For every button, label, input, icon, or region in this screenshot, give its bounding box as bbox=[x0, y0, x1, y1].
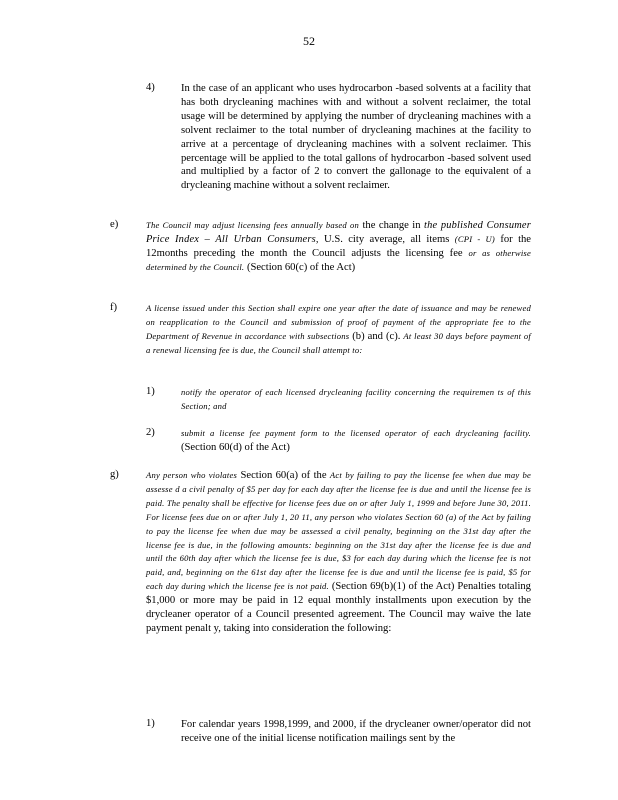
item-e-italic-3: the published Consumer Price Index – All Urban Consumers, bbox=[146, 220, 531, 245]
item-g-text-2: Section 60(a) of the bbox=[240, 470, 327, 481]
item-f-sub-2-italic: submit a license fee payment form to the licensed operator of each drycleaning facility. bbox=[181, 428, 531, 438]
item-e-text-6: for the 12months preceding the month the Council adjusts the licensing fee bbox=[146, 233, 532, 259]
item-g-text bbox=[146, 469, 531, 636]
item-g bbox=[146, 469, 531, 636]
item-f-sub-2-text: (Section 60(d) of the Act) bbox=[181, 441, 290, 453]
item-g-italic-4: by failing to pay the license fee when due may be assesse d a civil penalty of $5 per day for each day after the license fee is due and until the license fee is paid. The penalty shall be effective for license fees due on or after July 1, 1999 and before June 30, 2011. For license fees due on or after July 1, 20 11, any person who violates Section 60 (a) of the Act by failing to pay the license fee when due may be assessed a civil penalty, beginning on the 31st day after the license fee is due, in the following amounts: beginning on the 31st day after the license fee is due and until the 60th day after which the license fee is due, $3 for each day during which the license fee is not paid, and, beginning on the 61st day after the license fee is due and until the license fee is paid, $5 for each day during which the license fee is not paid. bbox=[146, 470, 532, 592]
item-4 bbox=[181, 82, 531, 193]
item-g-sub-1 bbox=[181, 718, 531, 746]
item-e-italic-7: or as otherwise determined by the Council. bbox=[146, 247, 531, 272]
item-f-italic-3: At least 30 days before payment of a renewal licensing fee is due, the Council shall attempt to: bbox=[146, 330, 531, 355]
item-e-text-8: (Section 60(c) of the Act) bbox=[246, 261, 356, 273]
item-f-sub-1-marker: 1) bbox=[146, 386, 155, 397]
item-e-italic-1: The Council may adjust licensing fees annually based on bbox=[146, 220, 360, 230]
item-e bbox=[146, 219, 531, 275]
item-f-sub-1 bbox=[181, 386, 531, 414]
item-f-marker: f) bbox=[110, 302, 118, 313]
item-4-text: In the case of an applicant who uses hydrocarbon -based solvents at a facility that has both drycleaning machines with and without a solvent reclaimer, the total usage will be determined by applying the number of drycleaning machines with a solvent reclaimer to the total number of drycleaning machines at the facility to arrive at a percentage of drycleaning machines with a solvent reclaimer. This percentage will be applied to the total gallons of hydrocarbon -based solvent used and multiplied by a factor of 2 to convert the gallonage to the equivalent of a drycleaning machine without a solvent reclaimer. bbox=[181, 83, 531, 192]
page-number: 52 bbox=[303, 34, 315, 48]
item-f bbox=[146, 302, 531, 358]
item-g-italic-3: Act bbox=[329, 470, 342, 480]
item-e-text-2: the change in bbox=[362, 220, 421, 231]
item-e-text bbox=[146, 219, 531, 275]
item-f-italic-1: A license issued under this Section shall expire one year after the date of issuance and may be renewed on reapplication to the Council and submission of proof of payment of the appropriate fee to the Department of Revenue in accordance with subsections bbox=[146, 303, 531, 341]
item-g-sub-1-marker: 1) bbox=[146, 718, 155, 729]
item-e-text-4: U.S. city average, all items bbox=[324, 233, 450, 245]
item-g-italic-1: Any person who violates bbox=[146, 470, 238, 480]
item-f-text-2: (b) and (c). bbox=[352, 330, 401, 342]
item-g-sub-1-text: For calendar years 1998,1999, and 2000, if the drycleaner owner/operator did not receive one of the initial license notification mailings sent by the bbox=[181, 719, 531, 744]
item-f-sub-2-marker: 2) bbox=[146, 427, 155, 438]
item-g-text-5: (Section 69(b)(1) of the Act) Penalties totaling $1,000 or more may be paid in 12 equal monthly installments upon execution by the drycleaner operator of a Council presented agreement. The Council may waive the late payment penalt y, taking into consideration the following: bbox=[146, 581, 531, 634]
item-g-marker: g) bbox=[110, 469, 119, 480]
item-e-marker: e) bbox=[110, 219, 119, 230]
item-f-sub-2 bbox=[181, 427, 531, 455]
item-f-text bbox=[146, 302, 531, 358]
item-e-italic-5: (CPI - U) bbox=[454, 233, 495, 244]
item-4-marker: 4) bbox=[146, 82, 155, 93]
item-f-sub-1-text: notify the operator of each licensed drycleaning facility concerning the requiremen ts of this Section; and bbox=[181, 387, 531, 411]
